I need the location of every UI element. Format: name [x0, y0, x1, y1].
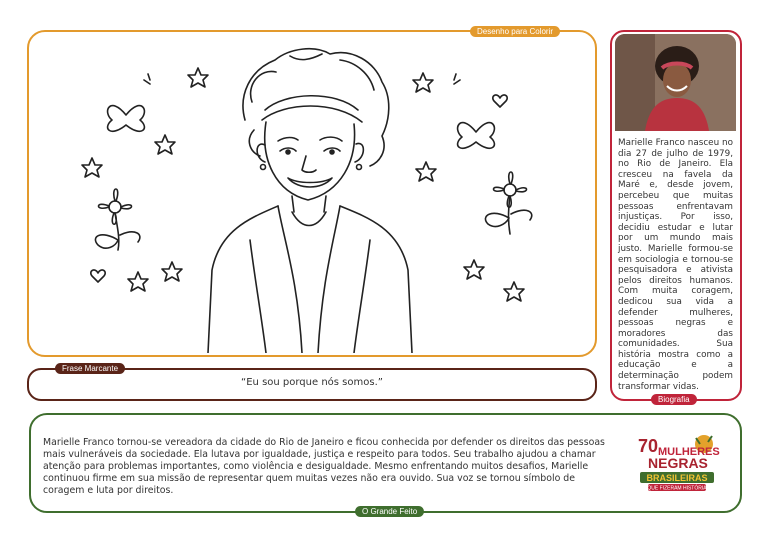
- quote-text: “Eu sou porque nós somos.”: [241, 377, 383, 388]
- feat-label: O Grande Feito: [355, 506, 424, 517]
- logo-tagline: QUE FIZERAM HISTÓRIA: [647, 485, 707, 492]
- logo-line1: MULHERES: [658, 446, 720, 458]
- biography-label: Biografia: [651, 394, 697, 405]
- coloring-label: Desenho para Colorir: [470, 26, 560, 37]
- series-logo: [634, 432, 720, 494]
- logo-line3: BRASILEIRAS: [646, 473, 708, 483]
- coloring-illustration: [40, 40, 580, 353]
- quote-label: Frase Marcante: [55, 363, 125, 374]
- logo-line2: NEGRAS: [648, 455, 708, 471]
- portrait-photo: [615, 34, 736, 131]
- logo-number: 70: [638, 436, 659, 456]
- biography-text: Marielle Franco nasceu no dia 27 de julho de 1979, no Rio de Janeiro. Ela cresceu na favela da Maré e, desde jovem, percebeu que muitas pessoas enfrentavam injustiças. Por isso, decidiu estudar e lutar por um mundo mais justo. Marielle formou-se em sociologia e tornou-se pesquisadora e ativista pelos direitos humanos. Com muita coragem, dedicou sua vida a defender mulheres, pessoas negras e moradores das comunidades. Sua história mostra como a educação e a determinação podem transformar vidas.: [618, 138, 733, 392]
- feat-text: Marielle Franco tornou-se vereadora da cidade do Rio de Janeiro e ficou conhecida por defender os direitos das pessoas mais vulneráveis da sociedade. Ela lutava por igualdade, justiça e respeito para todos. Seu trabalho ajudou a chamar atenção para problemas importantes, como violência e desigualdade. Mesmo enfrentando muitos desafios, Marielle continuou firme em sua missão de representar quem muitas vezes não era ouvido. Sua voz se tornou símbolo de coragem e luta por direitos.: [43, 437, 605, 496]
